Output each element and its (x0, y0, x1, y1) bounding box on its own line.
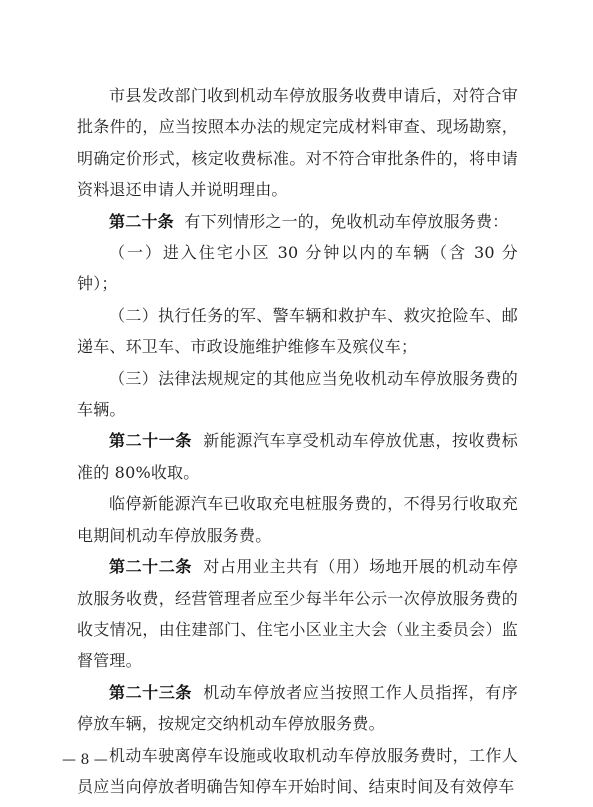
paragraph-text: （二）执行任务的军、警车辆和救护车、救灾抢险车、邮递车、环卫车、市政设施维护维修车及殡仪车； (77, 305, 518, 357)
page-number: — 8 — (62, 752, 108, 768)
paragraph-9 (77, 677, 518, 740)
paragraph-text: （三）法律法规规定的其他应当免收机动车停放服务费的车辆。 (77, 368, 518, 420)
paragraph-text: 市县发改部门收到机动车停放服务收费申请后，对符合审批条件的，应当按照本办法的规定完成材料审查、现场勘察，明确定价形式，核定收费标准。对不符合审批条件的，将申请资料退还申请人并说明理由。 (77, 86, 518, 200)
paragraph-6 (77, 425, 518, 488)
paragraph-text: 临停新能源汽车已收取充电桩服务费的，不得另行收取充电期间机动车停放服务费。 (77, 494, 518, 545)
paragraph-8 (77, 551, 518, 677)
article-label: 第二十条 (109, 211, 174, 231)
paragraph-text: 有下列情形之一的，免收机动车停放服务费： (184, 211, 509, 231)
paragraph-text: （一）进入住宅小区 30 分钟以内的车辆（含 30 分钟）； (77, 243, 518, 294)
paragraph-1 (77, 80, 518, 206)
paragraph-7 (77, 488, 518, 551)
paragraph-text: 新能源汽车享受机动车停放优惠，按收费标准的 80%收取。 (77, 431, 518, 482)
body-text (77, 80, 518, 802)
article-label: 第二十二条 (109, 557, 192, 577)
paragraph-text: 机动车停放者应当按照工作人员指挥，有序停放车辆，按规定交纳机动车停放服务费。 (77, 682, 518, 734)
paragraph-3 (77, 237, 518, 300)
paragraph-2 (77, 206, 518, 237)
paragraph-text: 机动车驶离停车设施或收取机动车停放服务费时，工作人员应当向停放者明确告知停车开始时间、结束时间及有效停车 (77, 745, 518, 796)
paragraph-5 (77, 363, 518, 426)
paragraph-text: 对占用业主共有（用）场地开展的机动车停放服务收费，经营管理者应至少每半年公示一次停放服务费的收支情况，由住建部门、住宅小区业主大会（业主委员会）监督管理。 (77, 557, 518, 671)
paragraph-10 (77, 740, 518, 803)
paragraph-4 (77, 300, 518, 363)
article-label: 第二十三条 (109, 682, 192, 702)
article-label: 第二十一条 (109, 431, 192, 451)
